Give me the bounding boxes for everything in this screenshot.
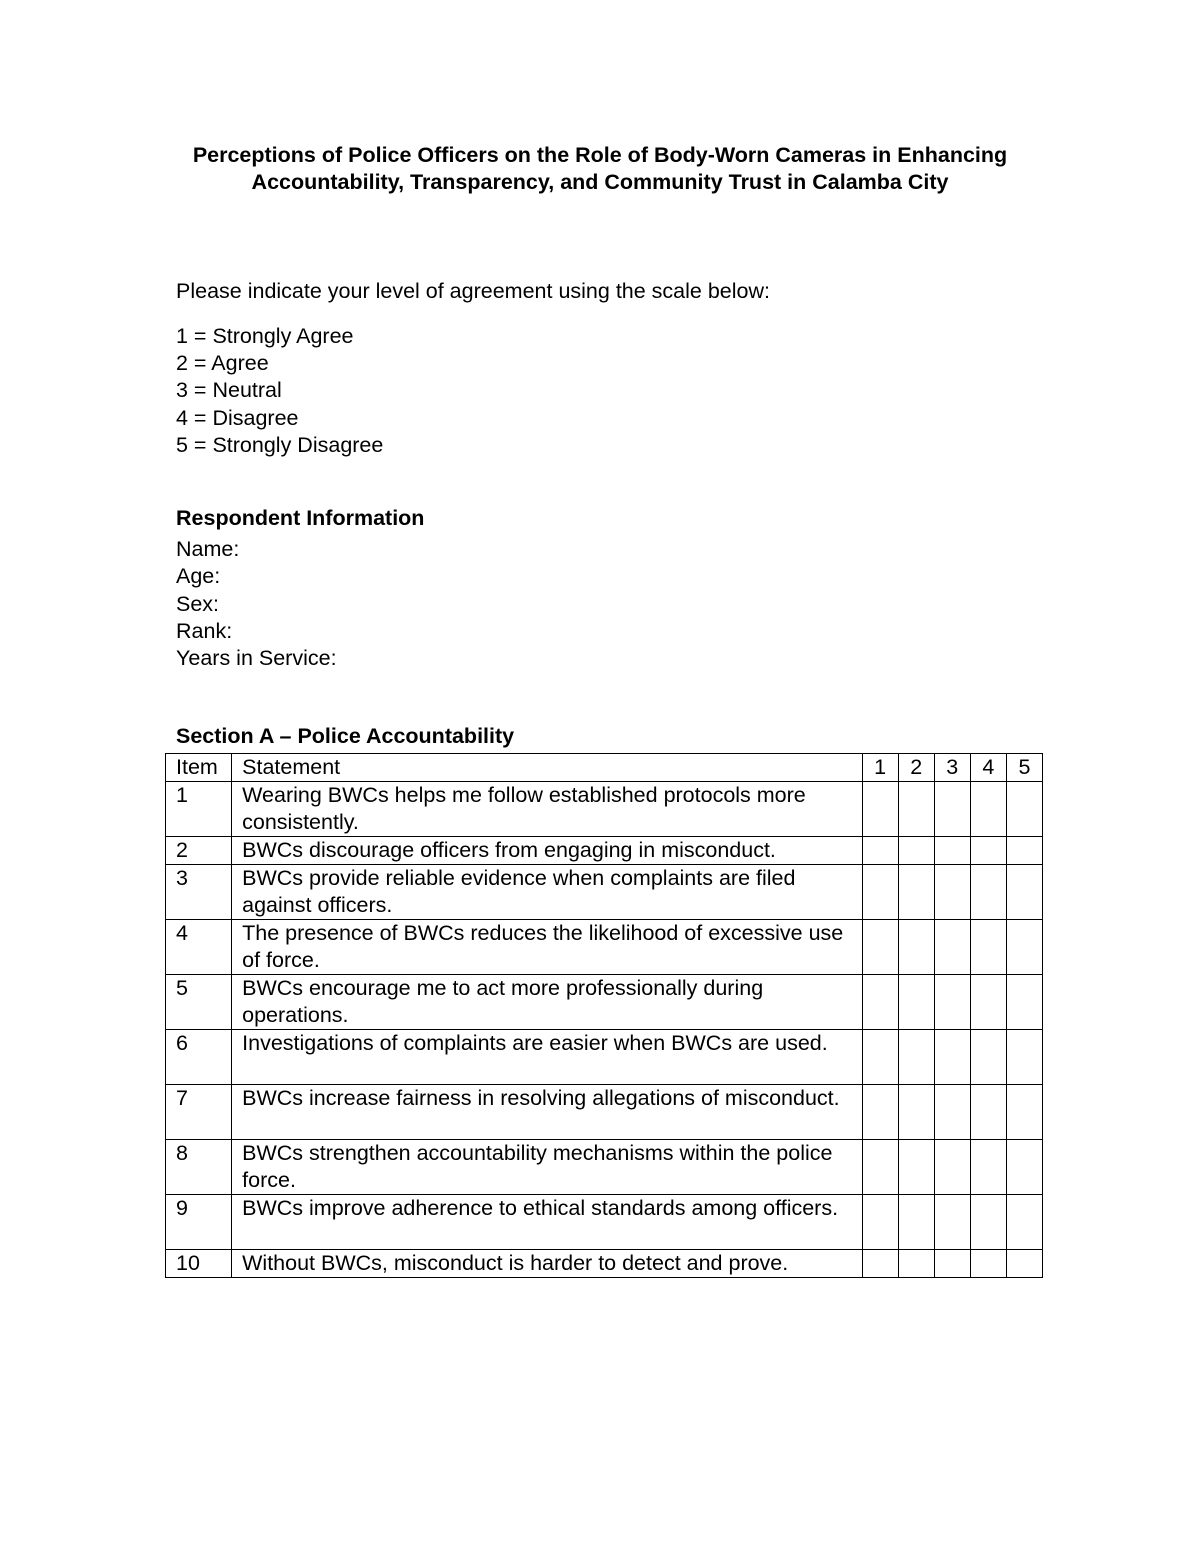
rating-cell-4[interactable] [970,782,1006,837]
item-number: 4 [166,920,232,975]
rating-cell-2[interactable] [898,865,934,920]
table-row [166,1140,1043,1195]
item-statement: Without BWCs, misconduct is harder to detect and prove. [232,1250,862,1278]
item-statement: Investigations of complaints are easier when BWCs are used. [232,1030,862,1085]
rating-cell-5[interactable] [1006,1250,1042,1278]
document-title: Perceptions of Police Officers on the Role of Body-Worn Cameras in Enhancing Accountability, Transparency, and Community Trust in Calamba City [192,143,1008,194]
rating-cell-3[interactable] [934,1250,970,1278]
scale-item: 4 = Disagree [176,405,299,430]
rating-cell-3[interactable] [934,837,970,865]
rating-cell-2[interactable] [898,1085,934,1140]
header-scale-1: 1 [862,754,898,782]
rating-cell-4[interactable] [970,865,1006,920]
header-item: Item [166,754,232,782]
rating-cell-1[interactable] [862,1140,898,1195]
item-number: 3 [166,865,232,920]
item-number: 7 [166,1085,232,1140]
item-statement: BWCs increase fairness in resolving allegations of misconduct. [232,1085,862,1140]
rating-cell-1[interactable] [862,837,898,865]
rating-cell-2[interactable] [898,920,934,975]
scale-item: 2 = Agree [176,351,269,376]
rating-cell-4[interactable] [970,975,1006,1030]
rating-cell-3[interactable] [934,1195,970,1250]
rating-cell-3[interactable] [934,920,970,975]
rating-cell-3[interactable] [934,1030,970,1085]
table-row [166,1030,1043,1085]
rating-cell-5[interactable] [1006,1085,1042,1140]
item-statement: The presence of BWCs reduces the likelihood of excessive use of force. [232,920,862,975]
rating-cell-5[interactable] [1006,782,1042,837]
rating-cell-1[interactable] [862,975,898,1030]
header-scale-4: 4 [970,754,1006,782]
item-number: 8 [166,1140,232,1195]
rating-cell-1[interactable] [862,1085,898,1140]
rating-cell-5[interactable] [1006,975,1042,1030]
rating-cell-1[interactable] [862,865,898,920]
scale-legend [176,323,383,459]
item-statement: BWCs provide reliable evidence when complaints are filed against officers. [232,865,862,920]
rating-cell-3[interactable] [934,865,970,920]
rating-cell-5[interactable] [1006,1140,1042,1195]
rating-cell-2[interactable] [898,975,934,1030]
rating-cell-3[interactable] [934,975,970,1030]
rating-cell-3[interactable] [934,1085,970,1140]
rating-cell-4[interactable] [970,1195,1006,1250]
item-statement: BWCs encourage me to act more professionally during operations. [232,975,862,1030]
rating-cell-4[interactable] [970,920,1006,975]
item-number: 10 [166,1250,232,1278]
rating-cell-2[interactable] [898,1030,934,1085]
header-statement: Statement [232,754,862,782]
table-row [166,1250,1043,1278]
rating-cell-5[interactable] [1006,837,1042,865]
section-a-table [165,753,1043,1278]
header-scale-5: 5 [1006,754,1042,782]
header-scale-3: 3 [934,754,970,782]
table-row [166,865,1043,920]
item-number: 9 [166,1195,232,1250]
rating-cell-5[interactable] [1006,920,1042,975]
table-header-row [166,754,1043,782]
header-scale-2: 2 [898,754,934,782]
respondent-information [176,505,424,672]
rating-cell-5[interactable] [1006,865,1042,920]
scale-instruction: Please indicate your level of agreement using the scale below: [176,279,770,303]
respondent-sex-field[interactable]: Sex: [176,591,220,616]
item-statement: BWCs improve adherence to ethical standards among officers. [232,1195,862,1250]
rating-cell-5[interactable] [1006,1030,1042,1085]
respondent-rank-field[interactable]: Rank: [176,618,233,643]
rating-cell-4[interactable] [970,1250,1006,1278]
table-row [166,1195,1043,1250]
rating-cell-1[interactable] [862,782,898,837]
rating-cell-2[interactable] [898,837,934,865]
item-number: 2 [166,837,232,865]
table-row [166,782,1043,837]
rating-cell-2[interactable] [898,782,934,837]
rating-cell-1[interactable] [862,1250,898,1278]
scale-item: 3 = Neutral [176,378,282,403]
table-row [166,1085,1043,1140]
rating-cell-4[interactable] [970,1140,1006,1195]
rating-cell-4[interactable] [970,1085,1006,1140]
rating-cell-1[interactable] [862,1030,898,1085]
item-number: 5 [166,975,232,1030]
section-a-heading: Section A – Police Accountability [176,724,515,748]
scale-item: 1 = Strongly Agree [176,324,354,348]
rating-cell-3[interactable] [934,1140,970,1195]
table-row [166,975,1043,1030]
item-statement: BWCs discourage officers from engaging in misconduct. [232,837,862,865]
rating-cell-1[interactable] [862,1195,898,1250]
item-statement: Wearing BWCs helps me follow established protocols more consistently. [232,782,862,837]
item-number: 6 [166,1030,232,1085]
rating-cell-4[interactable] [970,837,1006,865]
rating-cell-2[interactable] [898,1250,934,1278]
rating-cell-4[interactable] [970,1030,1006,1085]
respondent-years-field[interactable]: Years in Service: [176,646,337,671]
item-statement: BWCs strengthen accountability mechanisms within the police force. [232,1140,862,1195]
respondent-name-field[interactable]: Name: [176,537,240,562]
respondent-age-field[interactable]: Age: [176,564,221,589]
rating-cell-5[interactable] [1006,1195,1042,1250]
item-number: 1 [166,782,232,837]
table-row [166,920,1043,975]
scale-item: 5 = Strongly Disagree [176,432,384,457]
rating-cell-2[interactable] [898,1195,934,1250]
table-row [166,837,1043,865]
rating-cell-1[interactable] [862,920,898,975]
rating-cell-3[interactable] [934,782,970,837]
rating-cell-2[interactable] [898,1140,934,1195]
respondent-heading: Respondent Information [176,506,425,530]
